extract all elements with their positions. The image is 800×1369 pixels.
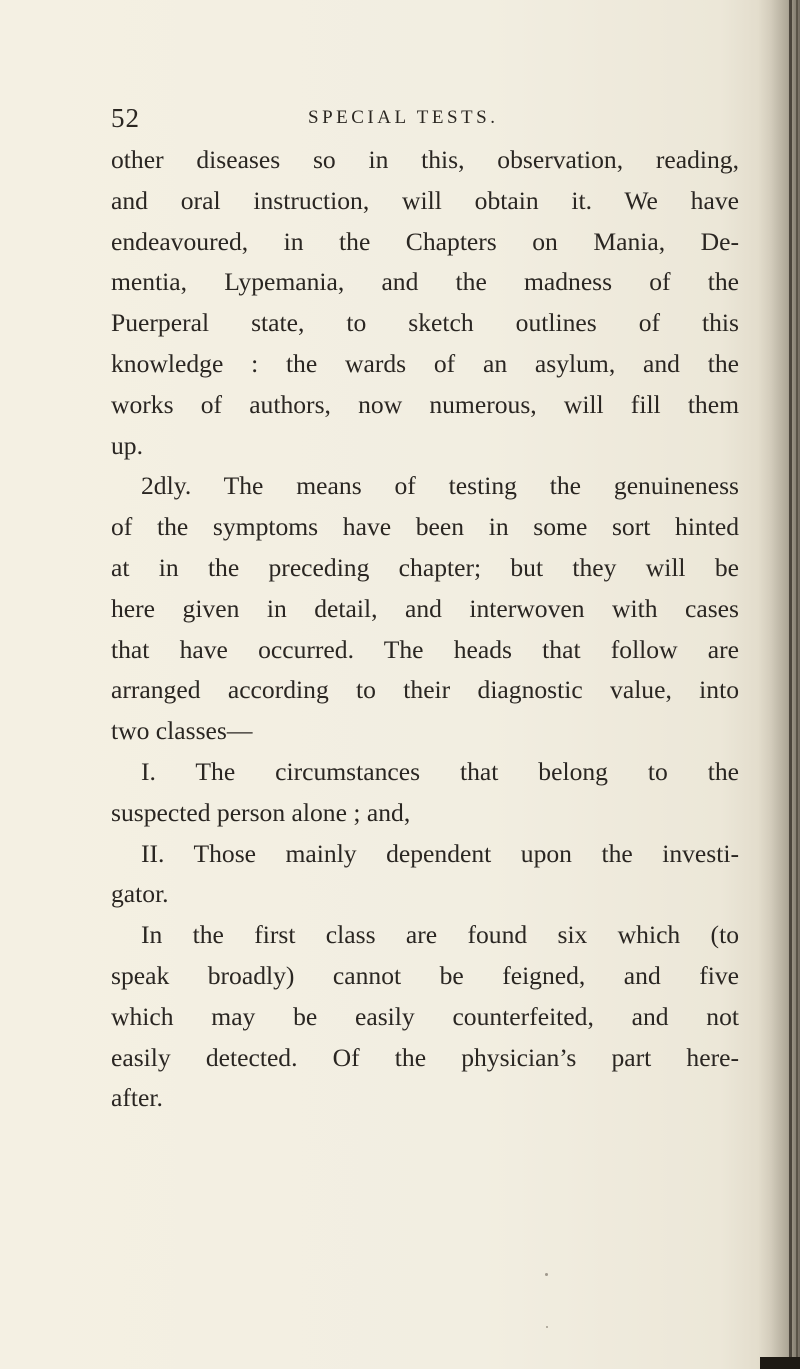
paper-speck <box>546 1326 548 1328</box>
text-line: other diseases so in this, observation, reading, <box>111 145 739 174</box>
text-line: endeavoured, in the Chapters on Mania, De- <box>111 226 739 256</box>
text-line: that have occurred. The heads that follow are <box>111 634 739 664</box>
text-line: suspected person alone ; and, <box>111 797 411 827</box>
text-line: after. <box>111 1083 163 1113</box>
text-line: at in the preceding chapter; but they will be <box>111 552 739 582</box>
page-number: 52 <box>111 103 140 133</box>
text-line: easily detected. Of the physician’s part here- <box>111 1042 739 1072</box>
text-line: which may be easily counterfeited, and not <box>111 1001 739 1031</box>
text-line: and oral instruction, will obtain it. We have <box>111 185 739 215</box>
page-edge-line <box>789 0 792 1369</box>
body-text <box>111 140 739 1119</box>
text-line: speak broadly) cannot be feigned, and five <box>111 960 739 990</box>
text-line: of the symptoms have been in some sort hinted <box>111 512 739 542</box>
page-edge-shadow <box>758 0 800 1369</box>
text-line: Puerperal state, to sketch outlines of this <box>111 308 739 338</box>
text-line: here given in detail, and interwoven with cases <box>111 593 739 623</box>
text-line: knowledge : the wards of an asylum, and the <box>111 348 739 378</box>
text-line: gator. <box>111 879 169 909</box>
text-line: II. Those mainly dependent upon the investi- <box>141 838 739 868</box>
text-line: arranged according to their diagnostic value, into <box>111 675 739 705</box>
page-header <box>111 103 751 133</box>
paper-speck <box>545 1273 548 1276</box>
page-corner-shadow <box>760 1357 800 1369</box>
running-head: SPECIAL TESTS. <box>308 107 499 128</box>
text-line: mentia, Lypemania, and the madness of the <box>111 267 739 297</box>
text-line: up. <box>111 430 143 460</box>
text-line: 2dly. The means of testing the genuineness <box>141 471 739 501</box>
text-line: two classes— <box>111 716 253 746</box>
text-line: I. The circumstances that belong to the <box>141 756 739 786</box>
text-line: In the first class are found six which (to <box>141 920 739 950</box>
text-line: works of authors, now numerous, will fill them <box>111 389 739 419</box>
page-edge-line-outer <box>796 0 798 1369</box>
